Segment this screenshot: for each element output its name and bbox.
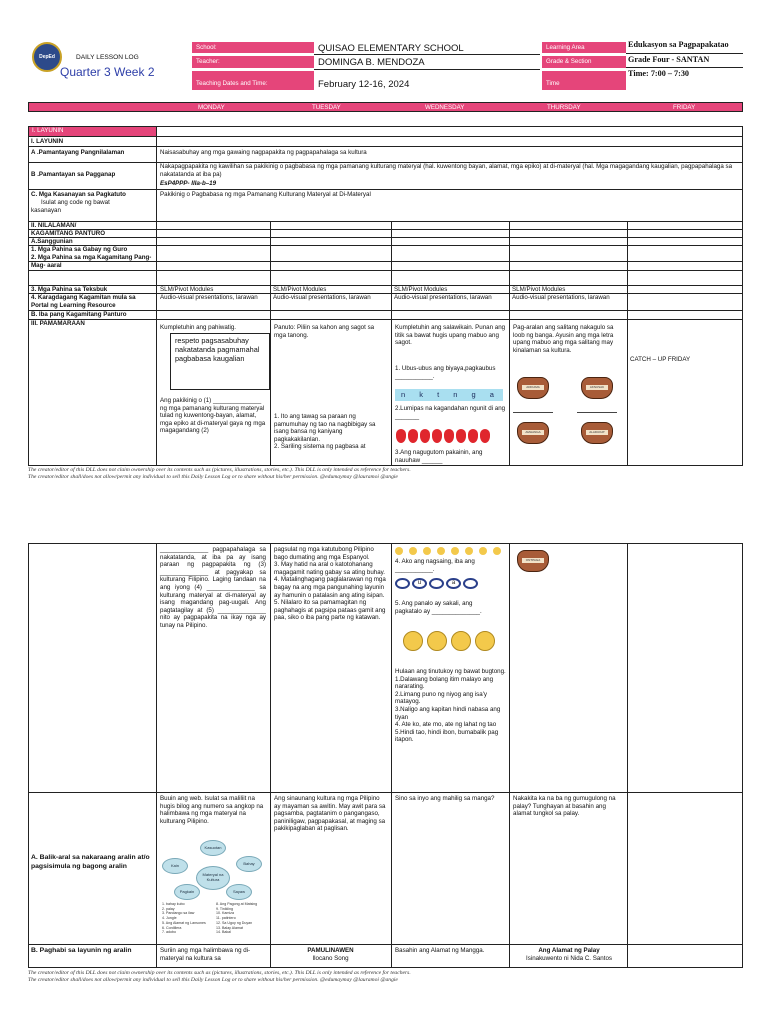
row-kagamitan: KAGAMITANG PANTURO [31, 230, 106, 237]
dates-value: February 12-16, 2024 [318, 79, 410, 90]
row-b-text: Nakapagpapakita ng kawilihan sa pakikinig o pagbabasa ng mga pamanang kulturang materyal (hal. kuwentong bayan, alamat, mga epiko) at di-materyal (hal. Mga magagandang kaugalian, pagpapahalaga sa nakatatanda at iba pa) [160, 163, 733, 178]
slm-thu: SLM/Pivot Modules [512, 286, 566, 293]
paghabi-label: B. Paghabi sa layunin ng aralin [31, 947, 132, 954]
school-underline [314, 54, 540, 55]
jar-word: ALADUKAT [586, 430, 608, 435]
wed-balik: Sino sa inyo ang mahilig sa manga? [395, 795, 495, 802]
tue-text: 1. Ito ang tawag sa paraan ng pamumuhay ng tao na nagbibigay sa isang bansa ng kaniyang pagkakakilanlan. 2. Sariling sistema ng pagbasa at [274, 413, 376, 451]
header-block [28, 40, 743, 92]
web-node: Kain [162, 858, 188, 874]
wed-item3: 3.Ang nagugutom pakainin, ang nauuhaw ______ [395, 449, 483, 464]
lesson-table-page2 [28, 543, 743, 968]
day-monday: MONDAY [198, 104, 225, 111]
mon-word-box-text: respeto pagsasabuhay nakatatanda pagmamahal pagbabasa kaugalian [175, 336, 260, 363]
heart-icon [408, 429, 418, 443]
teacher-underline [314, 69, 540, 70]
catch-up-friday: CATCH – UP FRIDAY [630, 356, 691, 363]
row-teksbuk: 3. Mga Pahina sa Teksbuk [31, 286, 108, 293]
circle-blank-icon [429, 578, 444, 589]
day-header-bar [28, 102, 743, 112]
circle-blank-icon: u [412, 578, 427, 589]
mon-continued: ______________ pagpapahalaga sa nakatatanda, at iba pa ay isang paraan ng pagpapakita ng (3) ______________ at pagyakap sa kulturang Filipino. Laging tandaan na ang iyong (4) ______________ sa kulturang materyal at di-materyal ay isang magandang pag-uugali. Ang pagtatagilay at (5) ______________ nito ay pagpapakita na ikay nga ay tunay na Pilipino. [160, 546, 266, 629]
quarter-label: Quarter 3 Week 2 [60, 65, 155, 79]
row-sanggunian: A.Sanggunian [31, 238, 73, 245]
circle-blank-icon [395, 578, 410, 589]
day-thursday: THURSDAY [547, 104, 581, 111]
wed-item4: 4. Ako ang nagsaing, iba ang ___________. [395, 558, 475, 573]
thu-balik: Nakakita ka na ba ng gumugulong na palay? Tunghayan at basahin ang alamat tungkol sa palay. [513, 795, 616, 818]
grade-value: Grade Four - SANTAN [628, 55, 710, 64]
row-c-text: Pakikinig o Pagbabasa ng mga Pamanang Kulturang Materyal at Di-Materyal [160, 191, 371, 198]
circle-blank-icon [463, 578, 478, 589]
footer-line2: The creator/editor shall/does not allow/permit any individual to sell this Daily Lesson Log or to share without his/her permission. @edumaymay @lauramoi @angie [28, 474, 398, 480]
emoji-icon [451, 547, 459, 555]
web-list-right: 8. Ang Pagong at Matsing 9. Tinikling 10. Kamiza 11. patintero 12. Sa Ugoy ng Duyan 13. Balay Alamat 14. Bakal [216, 902, 258, 935]
row-nilalaman: II. NILALAMAN/ [31, 222, 77, 229]
thu-paghabi-title: Ang Alamat ng Palay [538, 947, 600, 954]
web-node: Kasuotan [200, 840, 226, 856]
row-pamamaraan: III. PAMAMARAAN [31, 320, 85, 327]
av-wed: Audio-visual presentations, larawan [394, 294, 492, 301]
jar-word: ADIKAMA [522, 385, 544, 390]
emoji-icon [395, 547, 403, 555]
time-value: Time: 7:00 – 7:30 [628, 69, 690, 78]
row-layunin: I. LAYUNIN [31, 138, 64, 145]
grade-label: Grade & Section [542, 56, 626, 68]
av-tue: Audio-visual presentations, larawan [273, 294, 371, 301]
day-tuesday: TUESDAY [312, 104, 341, 111]
wed-letter-strip [395, 389, 503, 401]
teacher-value: DOMINGA B. MENDOZA [318, 57, 425, 68]
row-b-label: B .Pamantayan sa Pagganap [31, 171, 116, 178]
slm-wed: SLM/Pivot Modules [394, 286, 448, 293]
lesson-table-page1 [28, 126, 743, 466]
wed-instruction: Kumpletuhin ang salawikain. Punan ang titik sa bawat hugis upang mabuo ang sagot. [395, 324, 506, 347]
emoji-icon [409, 547, 417, 555]
heart-icon [456, 429, 466, 443]
row-gabay: 1. Mga Pahina sa Gabay ng Guro [31, 246, 128, 253]
web-node: Pagkain [174, 884, 200, 900]
footer-line2: The creator/editor shall/does not allow/permit any individual to sell this Daily Lesson Log or to share without his/her permission. @edumaymay @lauramoi @angie [28, 977, 398, 983]
balik-aral-label: A. Balik-aral sa nakaraang aralin at/o pagsisimula ng bagong aralin [31, 854, 150, 870]
concept-web [160, 836, 268, 940]
thu-paghabi-sub: Isinakuwento ni Nida C. Santos [526, 955, 612, 962]
footer-note-page2 [28, 970, 743, 984]
row-b-code: EsP4PPP- IIIa-b–19 [160, 180, 217, 187]
section-header-layunin: I. LAYUNIN [29, 127, 156, 136]
web-center-node: Materyal na Kultura [196, 866, 230, 890]
emoji-icon [437, 547, 445, 555]
slm-tue: SLM/Pivot Modules [273, 286, 327, 293]
emoji-icon [465, 547, 473, 555]
jar-icon [517, 550, 549, 572]
row-a-label: A .Pamantayang Pangnilalaman [31, 149, 125, 156]
row-c-sub: Isulat ang code ng bawat kasanayan [31, 199, 110, 214]
row-karagdagang: 4. Karagdagang Kagamitan mula sa Portal ng Learning Resource [31, 294, 136, 309]
deped-logo-text: DepEd [39, 54, 55, 60]
mon-word-box [170, 333, 270, 390]
answer-line [513, 412, 553, 413]
wed-item2: 2.Lumipas na kagandahan ngunit di ang _______ [395, 405, 506, 420]
circle-blank-icon: a [446, 578, 461, 589]
thu-instruction: Pag-aralan ang salitang nakagulo sa loob ng banga. Ayusin ang mga letra upang mabuo ang mga salitang may kinalaman sa kultura. [513, 324, 614, 354]
heart-icon [420, 429, 430, 443]
deped-logo [32, 42, 62, 72]
learning-area-value: Edukasyon sa Pagpapakatao [628, 40, 729, 49]
mon-instruction: Kumpletuhin ang pahiwatig. [160, 324, 237, 331]
grade-underline [626, 67, 743, 68]
emoji-icon [493, 547, 501, 555]
slm-mon: SLM/Pivot Modules [160, 286, 214, 293]
emoji-icon [423, 547, 431, 555]
jar-icon [581, 422, 613, 444]
heart-icon [480, 429, 490, 443]
wed-paghabi: Basahin ang Alamat ng Mangga. [395, 947, 485, 954]
jar-icon [517, 377, 549, 399]
learning-area-label: Learning Area [542, 42, 626, 53]
footer-line1: The creator/editor of this DLL does not claim ownership over its contents such as (pictures, illustrations, stories, etc.). This DLL is only intended as reference for teachers. [28, 467, 411, 473]
emoji-face-icon [403, 631, 423, 651]
mon-paghabi: Suriin ang mga halimbawa ng di-materyal na kultura sa [160, 947, 251, 962]
emoji-icon [479, 547, 487, 555]
time-label: Time [542, 71, 626, 90]
av-mon: Audio-visual presentations, larawan [160, 294, 258, 301]
av-thu: Audio-visual presentations, larawan [512, 294, 610, 301]
wed-letters: n k t n g a [401, 390, 500, 399]
wed-item1: 1. Ubus-ubus ang biyaya,pagkaubus ___________. [395, 365, 496, 380]
tue-balik: Ang sinaunang kultura ng mga Pilipino ay mayaman sa awitin. May awit para sa pagsamba, pagtatanim o pangangaso, paniniligaw, pagpapakasal, at maging sa pakikipaglaban at paglisan. [274, 795, 386, 833]
day-wednesday: WEDNESDAY [425, 104, 465, 111]
school-value: QUISAO ELEMENTARY SCHOOL [318, 43, 464, 54]
tue-paghabi-sub: Ilocano Song [312, 955, 349, 962]
school-label: School: [192, 42, 314, 53]
jar-icon [517, 422, 549, 444]
heart-icon [432, 429, 442, 443]
web-list-left: 1. bahay kubo 2. palay 3. Pandango sa ilaw 4. Jungle 5. Ang Alamat ng Lansones 6. Cordillera 7. adobo [162, 902, 206, 935]
footer-note-page1 [28, 467, 743, 481]
emoji-face-icon [475, 631, 495, 651]
daily-lesson-log-label: DAILY LESSON LOG [76, 54, 139, 61]
learning-area-underline [626, 53, 743, 54]
day-friday: FRIDAY [673, 104, 696, 111]
wed-item5: 5. Ang panalo ay sakali, ang pagkatalo ay ______________. [395, 600, 482, 615]
dates-label: Teaching Dates and Time: [192, 71, 314, 90]
tue-paghabi-title: PAMULINAWEN [307, 947, 354, 954]
heart-icon [396, 429, 406, 443]
jar-word: AMHANGA [522, 430, 544, 435]
row-a-text: Naisasabuhay ang mga gawaing nagpapakita ng pagpapahalaga sa kultura [160, 149, 367, 156]
jar-word: AKNUSAK [586, 385, 608, 390]
tue-continued: pagsulat ng mga katutubong Pilipino bago dumating ang mga Espanyol. 3. May hatid na aral o katotohanang magagamit nating gabay sa ating buhay. 4. Matalinghagang paglalarawan ng mga bagay na ang mga pangunahing layunin ay hamunin o patalasin ang ating isipan. 5. Nilalaro ito sa pamamagitan ng paghahagis at pagsipa pataas gamit ang paa, siko o iba pang parte ng katawan. [274, 546, 386, 622]
jar-word: ONTPAGA [522, 558, 544, 563]
mon-balik: Buuin ang web. Isulat sa maliliit na hugis bilog ang numero sa angkop na halimbawa ng mga materyal na kulturang Pilipino. [160, 795, 264, 825]
web-node: Sayaw [226, 884, 252, 900]
mon-text: Ang pakikinig o (1) ______________ ng mga pamanang kulturang materyal tulad ng kuwentong-bayan, alamat, mga epiko at di-materyal gaya ng mga magagandang (2) [160, 397, 266, 435]
tue-instruction: Panuto: Piliin sa kahon ang sagot sa mga tanong. [274, 324, 375, 339]
row-iba-pang: B. Iba pang Kagamitang Panturo [31, 311, 127, 318]
emoji-face-icon [451, 631, 471, 651]
emoji-face-icon [427, 631, 447, 651]
heart-icon [468, 429, 478, 443]
footer-line1: The creator/editor of this DLL does not claim ownership over its contents such as (pictures, illustrations, stories, etc.). This DLL is only intended as reference for teachers. [28, 970, 411, 976]
web-node: Bahay [236, 856, 262, 872]
jar-icon [581, 377, 613, 399]
wed-riddles: Hulaan ang tinutukoy ng bawat bugtong. 1.Dalawang bolang itim malayo ang nararating. 2.Limang puno ng niyog ang isa'y matayog. 3.Naligo ang kapitan hindi nabasa ang tiyan 4. Ate ko, ate mo, ate ng lahat ng tao 5.Hindi tao, hindi ibon, bumabalik pag itapon. [395, 668, 506, 744]
teacher-label: Teacher: [192, 56, 314, 68]
heart-icon [444, 429, 454, 443]
answer-line [577, 412, 617, 413]
row-c-label: C. Mga Kasanayan sa Pagkatuto [31, 191, 126, 198]
row-kagamitang-mag-aaral: 2. Mga Pahina sa mga Kagamitang Pang- Mag- aaral [31, 254, 152, 269]
